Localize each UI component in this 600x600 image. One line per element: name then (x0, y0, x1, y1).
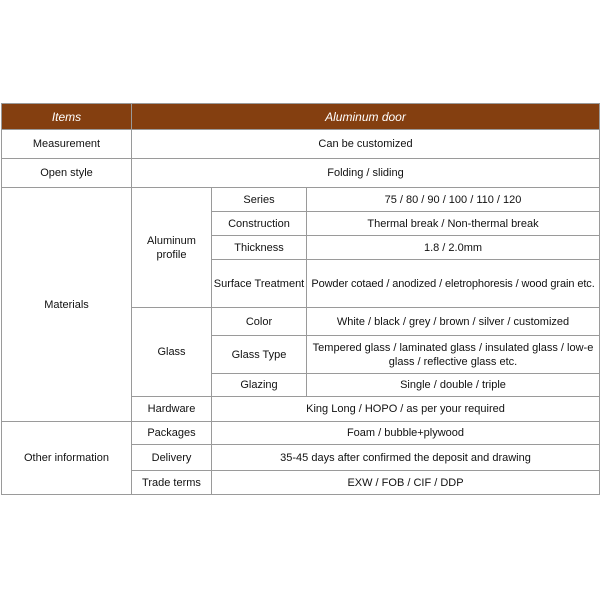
table-row (2, 130, 600, 159)
row-value-construction: Thermal break / Non-thermal break (307, 212, 600, 236)
row-value-measurement: Can be customized (132, 130, 600, 159)
row-value-glazing: Single / double / triple (307, 374, 600, 397)
row-label-hardware: Hardware (132, 397, 212, 422)
subgroup-label-glass: Glass (132, 308, 212, 397)
group-label-other-information: Other information (2, 422, 132, 495)
row-label-color: Color (212, 308, 307, 336)
row-label-thickness: Thickness (212, 236, 307, 260)
row-label-delivery: Delivery (132, 445, 212, 471)
subgroup-label-aluminum-profile: Aluminum profile (132, 188, 212, 308)
row-label-glass-type: Glass Type (212, 336, 307, 374)
row-value-open-style: Folding / sliding (132, 159, 600, 188)
row-label-measurement: Measurement (2, 130, 132, 159)
group-label-materials: Materials (2, 188, 132, 422)
row-value-packages: Foam / bubble+plywood (212, 422, 600, 445)
row-label-open-style: Open style (2, 159, 132, 188)
header-product: Aluminum door (132, 104, 600, 130)
row-value-delivery: 35-45 days after confirmed the deposit and drawing (212, 445, 600, 471)
row-value-color: White / black / grey / brown / silver / customized (307, 308, 600, 336)
table-header-row (2, 104, 600, 130)
row-value-series: 75 / 80 / 90 / 100 / 110 / 120 (307, 188, 600, 212)
table-row (2, 422, 600, 445)
table-row (2, 188, 600, 212)
row-value-surface-treatment: Powder cotaed / anodized / eletrophoresis / wood grain etc. (307, 260, 600, 308)
row-value-trade-terms: EXW / FOB / CIF / DDP (212, 471, 600, 495)
row-value-thickness: 1.8 / 2.0mm (307, 236, 600, 260)
row-value-hardware: King Long / HOPO / as per your required (212, 397, 600, 422)
row-label-series: Series (212, 188, 307, 212)
row-label-surface-treatment: Surface Treatment (212, 260, 307, 308)
row-label-trade-terms: Trade terms (132, 471, 212, 495)
header-items: Items (2, 104, 132, 130)
row-label-construction: Construction (212, 212, 307, 236)
spec-table (1, 103, 600, 495)
row-value-glass-type: Tempered glass / laminated glass / insulated glass / low-e glass / reflective glass etc. (307, 336, 600, 374)
row-label-glazing: Glazing (212, 374, 307, 397)
row-label-packages: Packages (132, 422, 212, 445)
table-row (2, 159, 600, 188)
